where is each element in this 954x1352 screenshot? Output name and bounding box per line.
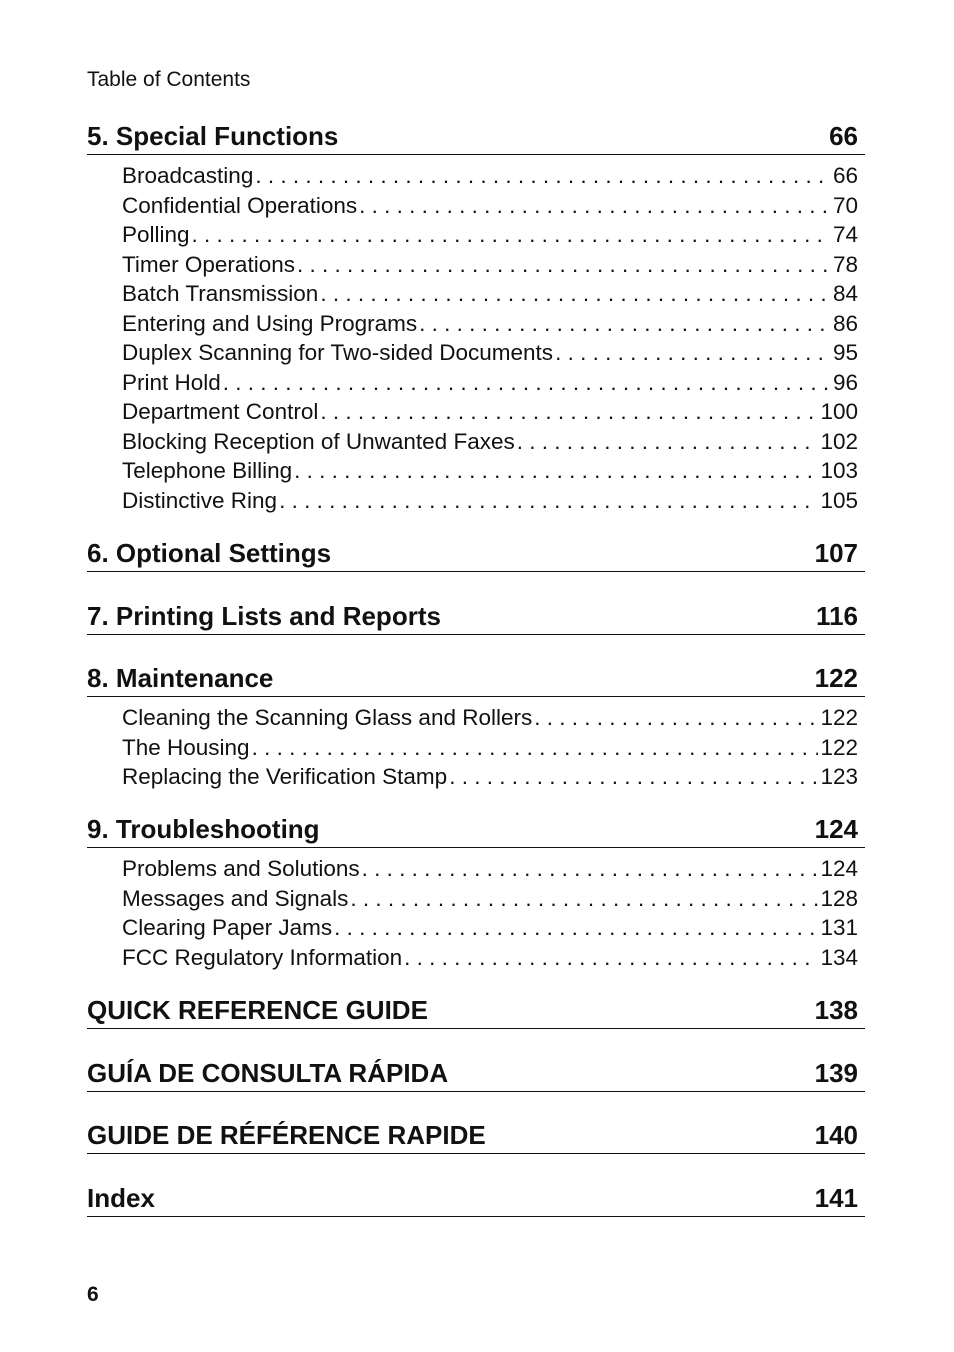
entry-title: Timer Operations [122, 251, 295, 277]
entry-page-number: 78 [832, 251, 858, 277]
entry-title: Telephone Billing [122, 458, 293, 483]
toc-entry[interactable] [122, 703, 858, 733]
dot-leader [419, 309, 831, 339]
entry-title: Print Hold [122, 369, 221, 395]
entry-page-number: 95 [832, 340, 858, 365]
chapter-title: 9. Troubleshooting [87, 814, 320, 844]
dot-leader [320, 279, 831, 309]
dot-leader [252, 733, 819, 763]
chapter-title: QUICK REFERENCE GUIDE [87, 995, 428, 1025]
entry-title: Entering and Using Programs [122, 310, 418, 336]
toc-entry[interactable] [122, 884, 858, 914]
entry-page-number: 70 [832, 192, 858, 218]
entry-list [87, 161, 865, 515]
entry-page-number: 74 [832, 222, 858, 247]
entry-title: Distinctive Ring [122, 487, 278, 513]
entry-title: The Housing [122, 734, 250, 760]
toc-chapter [87, 1055, 865, 1092]
chapter-page-number: 124 [814, 814, 858, 844]
chapter-page-number: 138 [814, 995, 858, 1025]
entry-page-number: 66 [832, 163, 858, 188]
entry-page-number: 122 [820, 705, 858, 730]
toc-entry[interactable] [122, 943, 858, 973]
entry-list [87, 854, 865, 972]
dot-leader [294, 456, 818, 486]
toc-entry[interactable] [122, 250, 858, 280]
dot-leader [192, 220, 831, 250]
chapter-title: 7. Printing Lists and Reports [87, 601, 441, 631]
entry-title: Clearing Paper Jams [122, 915, 333, 940]
entry-page-number: 128 [820, 885, 858, 911]
toc-entry[interactable] [122, 456, 858, 486]
dot-leader [279, 486, 818, 516]
chapter-page-number: 122 [814, 663, 858, 693]
toc-chapter [87, 598, 865, 635]
entry-page-number: 96 [832, 369, 858, 395]
toc-entry[interactable] [122, 279, 858, 309]
entry-title: Batch Transmission [122, 281, 319, 306]
dot-leader [297, 250, 831, 280]
entry-title: FCC Regulatory Information [122, 944, 403, 970]
dot-leader [223, 368, 831, 398]
entry-page-number: 134 [820, 944, 858, 970]
toc-entry[interactable] [122, 338, 858, 368]
entry-page-number: 122 [820, 734, 858, 760]
toc-entry[interactable] [122, 913, 858, 943]
entry-title: Confidential Operations [122, 192, 358, 218]
chapter-title: 6. Optional Settings [87, 538, 332, 568]
chapter-heading[interactable] [87, 1117, 865, 1154]
toc-entry[interactable] [122, 368, 858, 398]
dot-leader [320, 397, 818, 427]
chapter-title: 8. Maintenance [87, 663, 274, 693]
toc-chapter [87, 811, 865, 972]
toc-entry[interactable] [122, 733, 858, 763]
chapter-title: Index [87, 1183, 155, 1213]
chapter-heading[interactable] [87, 1180, 865, 1217]
dot-leader [404, 943, 818, 973]
toc-entry[interactable] [122, 220, 858, 250]
dot-leader [555, 338, 831, 368]
dot-leader [362, 854, 819, 884]
entry-page-number: 84 [832, 281, 858, 306]
chapter-page-number: 141 [814, 1183, 858, 1213]
dot-leader [517, 427, 819, 457]
dot-leader [534, 703, 818, 733]
chapter-page-number: 66 [829, 121, 858, 151]
entry-title: Polling [122, 222, 190, 247]
entry-title: Duplex Scanning for Two-sided Documents [122, 340, 554, 365]
toc-entry[interactable] [122, 762, 858, 792]
entry-title: Broadcasting [122, 163, 254, 188]
entry-page-number: 105 [820, 487, 858, 513]
running-head: Table of Contents [87, 68, 251, 91]
toc-chapter [87, 1180, 865, 1217]
toc-entry[interactable] [122, 397, 858, 427]
chapter-heading[interactable] [87, 660, 865, 697]
toc-chapter [87, 118, 865, 515]
chapter-heading[interactable] [87, 118, 865, 155]
toc-chapter [87, 1117, 865, 1154]
chapter-heading[interactable] [87, 535, 865, 572]
entry-page-number: 100 [820, 399, 858, 424]
chapter-title: GUIDE DE RÉFÉRENCE RAPIDE [87, 1120, 486, 1150]
toc-entry[interactable] [122, 427, 858, 457]
toc-chapter [87, 535, 865, 572]
toc-entry[interactable] [122, 309, 858, 339]
entry-page-number: 131 [820, 915, 858, 940]
entry-title: Problems and Solutions [122, 856, 360, 881]
dot-leader [359, 191, 831, 221]
entry-title: Cleaning the Scanning Glass and Rollers [122, 705, 533, 730]
entry-title: Blocking Reception of Unwanted Faxes [122, 428, 515, 454]
entry-list [87, 703, 865, 792]
entry-page-number: 102 [820, 428, 858, 454]
chapter-title: GUÍA DE CONSULTA RÁPIDA [87, 1058, 449, 1088]
dot-leader [350, 884, 818, 914]
dot-leader [449, 762, 818, 792]
chapter-page-number: 107 [814, 538, 858, 568]
chapter-heading[interactable] [87, 992, 865, 1029]
chapter-heading[interactable] [87, 598, 865, 635]
toc-chapter [87, 992, 865, 1029]
entry-title: Messages and Signals [122, 885, 349, 911]
toc-chapter [87, 660, 865, 792]
entry-page-number: 103 [820, 458, 858, 483]
chapter-heading[interactable] [87, 811, 865, 848]
chapter-page-number: 116 [816, 601, 858, 631]
chapter-page-number: 140 [814, 1120, 858, 1150]
toc-entry[interactable] [122, 854, 858, 884]
page-number: 6 [87, 1283, 99, 1306]
toc-entry[interactable] [122, 161, 858, 191]
toc-entry[interactable] [122, 191, 858, 221]
entry-title: Replacing the Verification Stamp [122, 764, 448, 789]
entry-page-number: 86 [832, 310, 858, 336]
entry-page-number: 124 [820, 856, 858, 881]
entry-title: Department Control [122, 399, 319, 424]
chapter-page-number: 139 [814, 1058, 858, 1088]
dot-leader [334, 913, 818, 943]
dot-leader [255, 161, 831, 191]
entry-page-number: 123 [820, 764, 858, 789]
chapter-heading[interactable] [87, 1055, 865, 1092]
toc-entry[interactable] [122, 486, 858, 516]
chapter-title: 5. Special Functions [87, 121, 339, 151]
